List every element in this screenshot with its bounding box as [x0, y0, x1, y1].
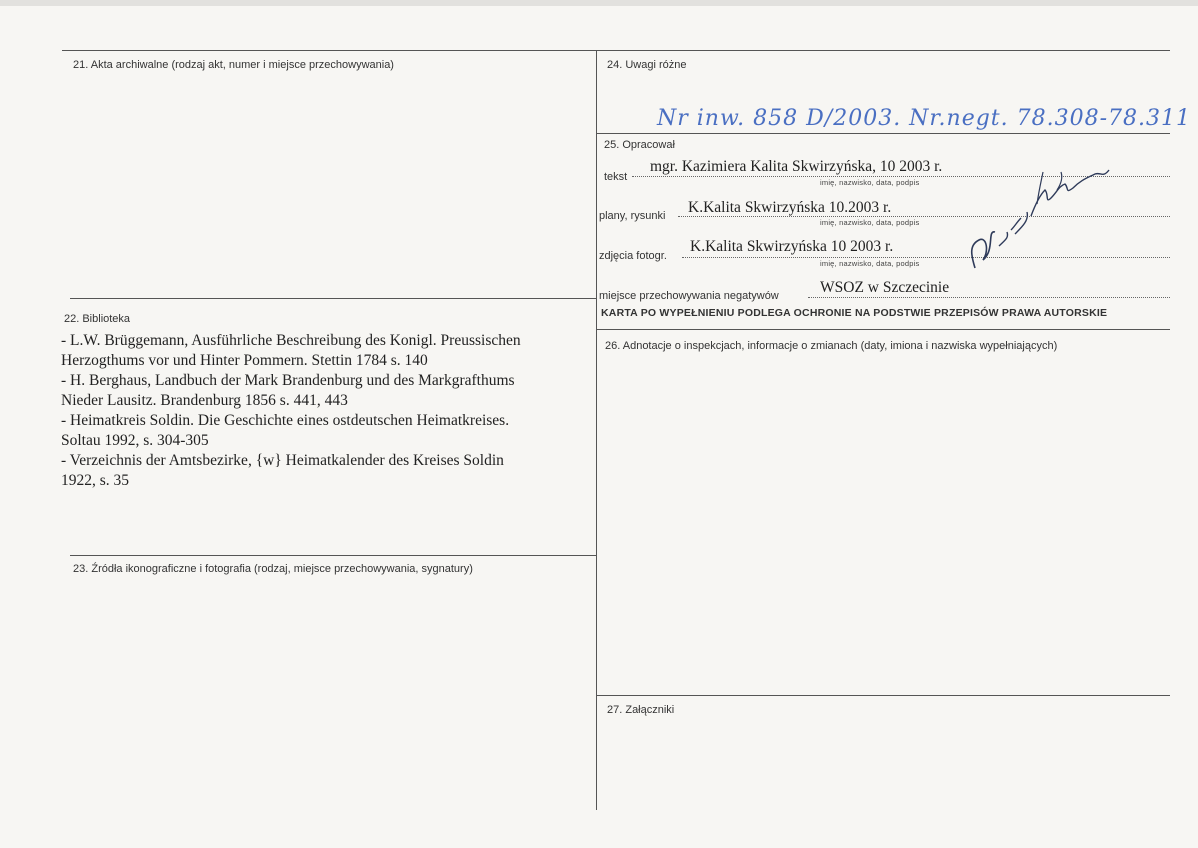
section-23-label: 23. Źródła ikonograficzne i fotografia (rodzaj, miejsce przechowywania, sygnatury): [73, 563, 473, 575]
plany-hint: imię, nazwisko, data, podpis: [820, 218, 920, 227]
top-rule: [62, 50, 1170, 51]
section-21-label: 21. Akta archiwalne (rodzaj akt, numer i miejsce przechowywania): [73, 59, 394, 71]
rule-25-26: [596, 329, 1170, 330]
section-24-label: 24. Uwagi różne: [607, 59, 687, 71]
negatywy-value: WSOZ w Szczecinie: [820, 279, 950, 296]
center-divider: [596, 50, 597, 810]
plany-label: plany, rysunki: [599, 210, 666, 222]
negatywy-label: miejsce przechowywania negatywów: [599, 290, 779, 302]
bibliography-item: - H. Berghaus, Landbuch der Mark Brandenburg und des Markgrafthums Nieder Lausitz. Brandenburg 1856 s. 441, 443: [61, 372, 515, 409]
zdjecia-label: zdjęcia fotogr.: [599, 250, 667, 262]
tekst-label: tekst: [604, 171, 628, 183]
zdjecia-value: K.Kalita Skwirzyńska 10 2003 r.: [690, 238, 894, 255]
copyright-notice: KARTA PO WYPEŁNIENIU PODLEGA OCHRONIE NA PODSTWIE PRZEPISÓW PRAWA AUTORSKIE: [601, 307, 1108, 319]
tekst-hint: imię, nazwisko, data, podpis: [820, 178, 920, 187]
rule-22-23: [70, 555, 596, 556]
bibliography-list: [61, 331, 591, 491]
section-27-label: 27. Załączniki: [607, 704, 675, 716]
negatywy-line: [808, 297, 1170, 298]
section-22-label: 22. Biblioteka: [64, 313, 131, 325]
bibliography-item: - Verzeichnis der Amtsbezirke, {w} Heimatkalender des Kreises Soldin 1922, s. 35: [61, 452, 504, 489]
section-25-label: 25. Opracował: [604, 139, 675, 151]
rule-21-22: [70, 298, 596, 299]
bibliography-item: - Heimatkreis Soldin. Die Geschichte eines ostdeutschen Heimatkreises. Soltau 1992, s. 304-305: [61, 412, 510, 449]
tekst-value: mgr. Kazimiera Kalita Skwirzyńska, 10 2003 r.: [650, 158, 943, 175]
bibliography-item: - L.W. Brüggemann, Ausführliche Beschreibung des Konigl. Preussischen Herzogthums vor und Hinter Pommern. Stettin 1784 s. 140: [61, 332, 521, 369]
rule-26-27: [596, 695, 1170, 696]
zdjecia-hint: imię, nazwisko, data, podpis: [820, 259, 920, 268]
handwritten-inventory-note: Nr inw. 858 D/2003. Nr.negt. 78.308-78.311: [657, 106, 1192, 131]
handwritten-signature: [965, 160, 1125, 270]
scan-top-edge: [0, 0, 1198, 6]
plany-value: K.Kalita Skwirzyńska 10.2003 r.: [688, 199, 892, 216]
section-26-label: 26. Adnotacje o inspekcjach, informacje o zmianach (daty, imiona i nazwiska wypełniających): [605, 340, 1058, 352]
rule-24-25: [596, 133, 1170, 134]
